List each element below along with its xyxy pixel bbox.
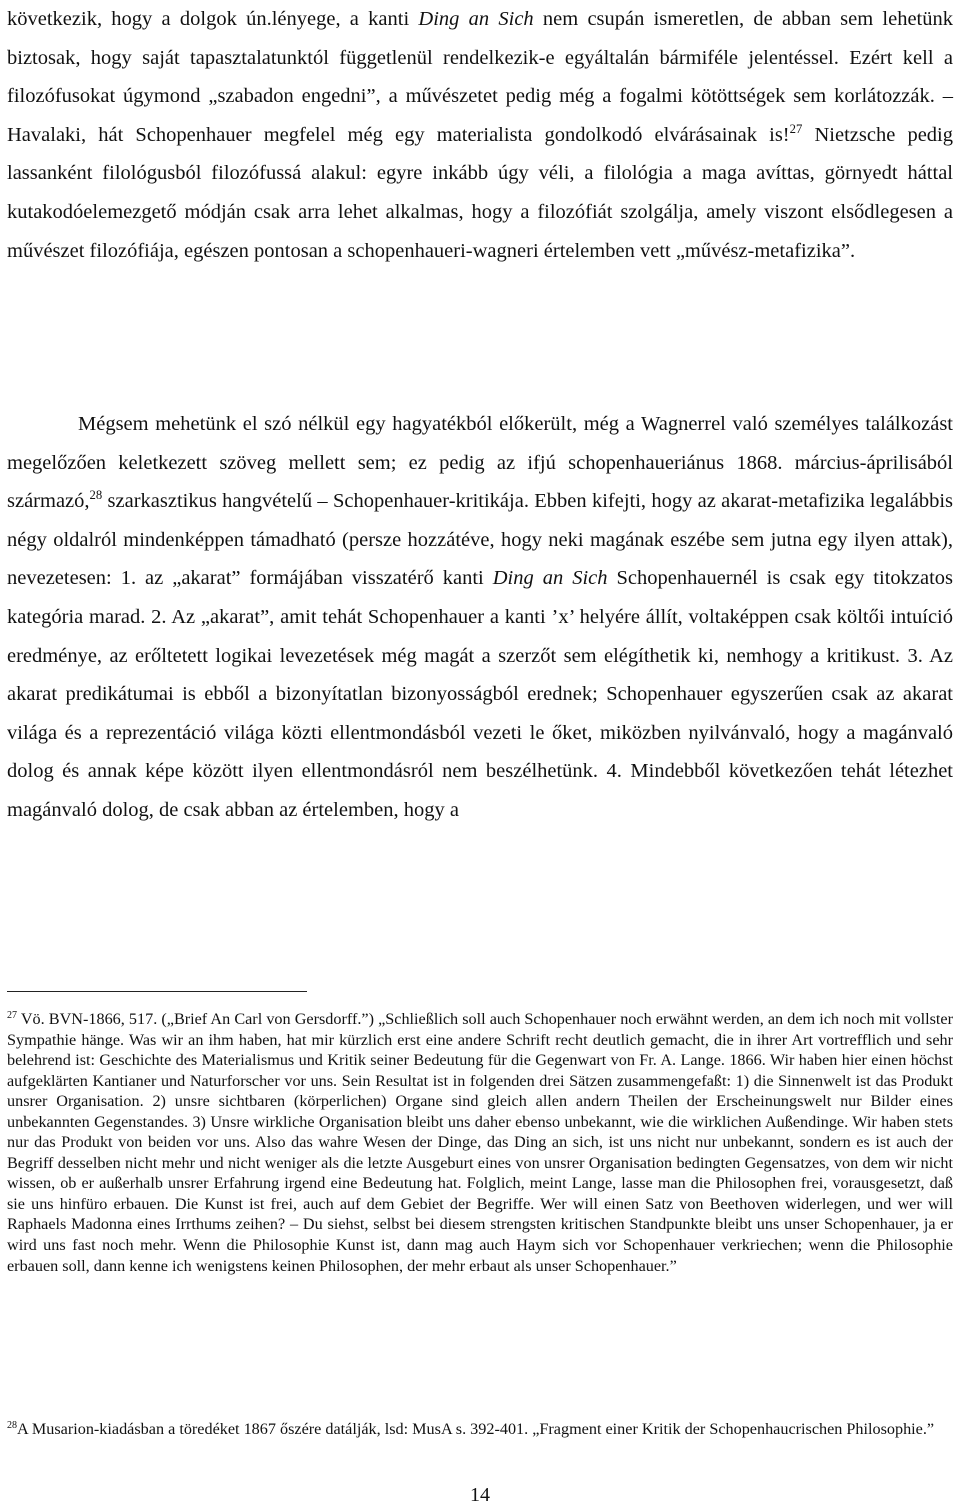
footnote-separator [7, 991, 307, 992]
body-paragraph-2 [7, 405, 953, 830]
footnote-27 [7, 1009, 953, 1276]
footnote-number: 27 [7, 1009, 18, 1021]
italic-term: Ding an Sich [492, 567, 608, 590]
footnote-reference-28[interactable]: 28 [89, 488, 103, 503]
paragraph-text: nem csupán ismeretlen, de abban sem lehetünk biztosak, hogy saját tapasztalatunktól függetlenül rendelkezik-e egyáltalán bármiféle jelentéssel. Ezért kell a filozófusokat úgymond „szabadon engedni”, a művészetet pedig még a fogalmi kötöttségek sem korlátozzák. – Havalaki, hát Schopenhauer megfelel még egy materialista gondolkodó elvárásainak is! [7, 8, 953, 146]
footnote-28 [7, 1419, 953, 1440]
italic-term: Ding an Sich [418, 8, 534, 30]
paragraph-text: szarkasztikus hangvételű – Schopenhauer-kritikája. Ebben kifejti, hogy az akarat-metafizika legalábbis négy oldalról mindenképpen támadható (persze hozzátéve, hogy neki magának eszébe sem jutna egy ilyen attak), nevezetesen: 1. az „akarat” formájában visszatérő kanti [7, 490, 953, 590]
footnote-number: 28 [7, 1419, 18, 1431]
paragraph-text: Schopenhauernél is csak egy titokzatos kategória marad. 2. Az „akarat”, amit tehát Schopenhauer a kanti ’x’ helyére állít, voltaképpen csak költői intuíció eredménye, az erőltetett logikai levezetések még magát a szerzőt sem elégíthetik ki, nemhogy a kritikust. 3. Az akarat predikátumai is ebből a bizonyítatlan bizonyosságból erednek; Schopenhauer egyszerűen csak az akarat világa és a reprezentáció világa közti ellentmondásból vezeti le őket, miközben nyilvánvaló, hogy a magánvaló dolog és annak képe között ilyen ellentmondásról nem beszélhetünk. 4. Mindebből következően tehát létezhet magánvaló dolog, de csak abban az értelemben, hogy a [7, 567, 954, 821]
page-number: 14 [470, 1484, 490, 1506]
paragraph-text: következik, hogy a dolgok ún.lényege, a kanti [7, 8, 419, 30]
footnote-text: Vö. BVN-1866, 517. („Brief An Carl von Gersdorff.”) „Schließlich soll auch Schopenhauer noch erwähnt werden, an dem ich noch mit vollster Sympathie hänge. Was wir an ihm haben, hat mir kürzlich erst eine andere Schrift recht deutlich gemacht, die in ihrer Art vortrefflich und sehr belehrend ist: Geschichte des Materialismus und Kritik seiner Bedeutung für die Gegenwart von Fr. A. Lange. 1866. Wir haben hier einen höchst aufgeklärten Kantianer und Naturforscher vor uns. Sein Resultat ist in folgenden drei Sätzen zusammengefaßt: 1) die Sinnenwelt ist das Produkt unsrer Organisation. 2) unsre sichtbaren (körperlichen) Organe sind gleich allen andern Theilen der Erscheinungswelt nur Bilder eines unbekannten Gegenstandes. 3) Unsre wirkliche Organisation bleibt uns daher ebenso unbekannt, wie die wirklichen Außendinge. Wir haben stets nur das Produkt von beiden vor uns. Also das wahre Wesen der Dinge, das Ding an sich, ist uns nicht nur unbekannt, sondern es ist auch der Begriff desselben nicht mehr und nicht weniger als die letzte Ausgeburt eines von unsrer Organisation bedingten Gegensatzes, von dem wir nicht wissen, ob er außerhalb unsrer Erfahrung irgend eine Bedeutung hat. Folglich, meint Lange, lasse man die Philosophen frei, vorausgesetzt, daß sie uns hinfüro erbauen. Die Kunst ist frei, auch auf dem Gebiet der Begriffe. Wer will einen Satz von Beethoven widerlegen, und wer will Raphaels Madonna eines Irrthums zeihen? – Du siehst, selbst bei diesem strengsten kritischen Standpunkte bleibt uns unser Schopenhauer, ja er wird uns fast noch mehr. Wenn die Philosophie Kunst ist, dann mag auch Haym sich vor Schopenhauer verkriechen; wenn die Philosophie erbauen soll, dann kenne ich wenigstens keinen Philosophen, der mehr erbaut als unser Schopenhauer.” [7, 1010, 953, 1275]
footnote-text: A Musarion-kiadásban a töredéket 1867 őszére datálják, lsd: MusA s. 392-401. „Fragment einer Kritik der Schopenhaucrischen Philosophie.” [17, 1420, 935, 1438]
paragraph-text: Nietzsche pedig lassanként filológusból filozófussá alakul: egyre inkább úgy véli, a filológia a maga avíttas, görnyedt háttal kutakodóelemezgető módján csak arra lehet alkalmas, hogy a filozófiát szolgálja, amely viszont elsődlegesen a művészet filozófiája, egészen pontosan a schopenhaueri-wagneri értelemben vett „művész-metafizika”. [7, 123, 953, 262]
footnote-reference-27[interactable]: 27 [789, 121, 803, 136]
body-paragraph-1 [7, 0, 953, 270]
paragraph-text: Mégsem mehetünk el szó nélkül egy hagyatékból előkerült, még a Wagnerrel való személyes találkozást megelőzően keletkezett szöveg mellett sem; ez pedig az ifjú schopenhaueriánus 1868. március-áprilisából származó, [7, 413, 953, 513]
